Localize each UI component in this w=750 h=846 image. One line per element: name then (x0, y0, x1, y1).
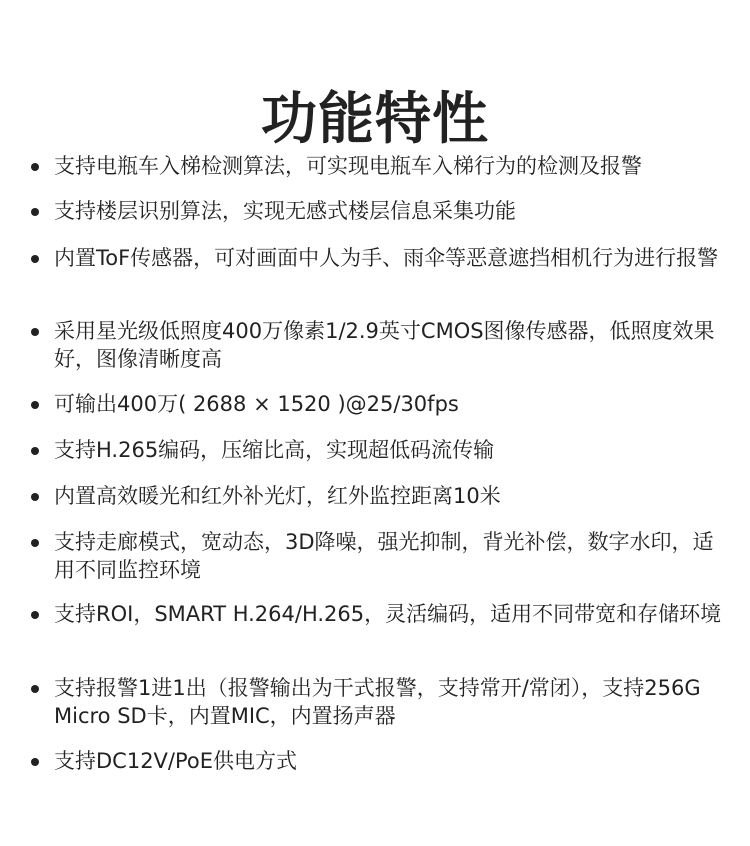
bullet-icon (31, 163, 39, 171)
feature-text: 支持报警1进1出（报警输出为干式报警，支持常开/常闭），支持256G Micro SD卡，内置MIC，内置扬声器 (54, 676, 701, 728)
page-title: 功能特性 (261, 86, 489, 152)
feature-text: 内置ToF传感器，可对画面中人为手、雨伞等恶意遮挡相机行为进行报警 (54, 246, 719, 270)
feature-text: 支持电瓶车入梯检测算法，可实现电瓶车入梯行为的检测及报警 (54, 154, 642, 178)
bullet-icon (31, 611, 39, 619)
bullet-icon (31, 447, 39, 455)
bullet-icon (31, 539, 39, 547)
feature-text: 支持DC12V/PoE供电方式 (54, 749, 298, 773)
bullet-icon (31, 758, 39, 766)
feature-text: 支持走廊模式，宽动态，3D降噪，强光抑制，背光补偿，数字水印，适用不同监控环境 (54, 530, 714, 582)
bullet-icon (31, 208, 39, 216)
bullet-icon (31, 401, 39, 409)
feature-text: 采用星光级低照度400万像素1/2.9英寸CMOS图像传感器，低照度效果好，图像清晰度高 (54, 319, 715, 371)
bullet-icon (31, 255, 39, 263)
bullet-icon (31, 328, 39, 336)
feature-text: 可输出400万( 2688 × 1520 )@25/30fps (54, 392, 459, 416)
bullet-icon (31, 493, 39, 501)
feature-text: 支持楼层识别算法，实现无感式楼层信息采集功能 (54, 199, 516, 223)
feature-text: 内置高效暖光和红外补光灯，红外监控距离10米 (54, 484, 501, 508)
bullet-icon (31, 685, 39, 693)
feature-text: 支持ROI，SMART H.264/H.265，灵活编码，适用不同带宽和存储环境 (54, 602, 722, 626)
feature-text: 支持H.265编码，压缩比高，实现超低码流传输 (54, 438, 495, 462)
